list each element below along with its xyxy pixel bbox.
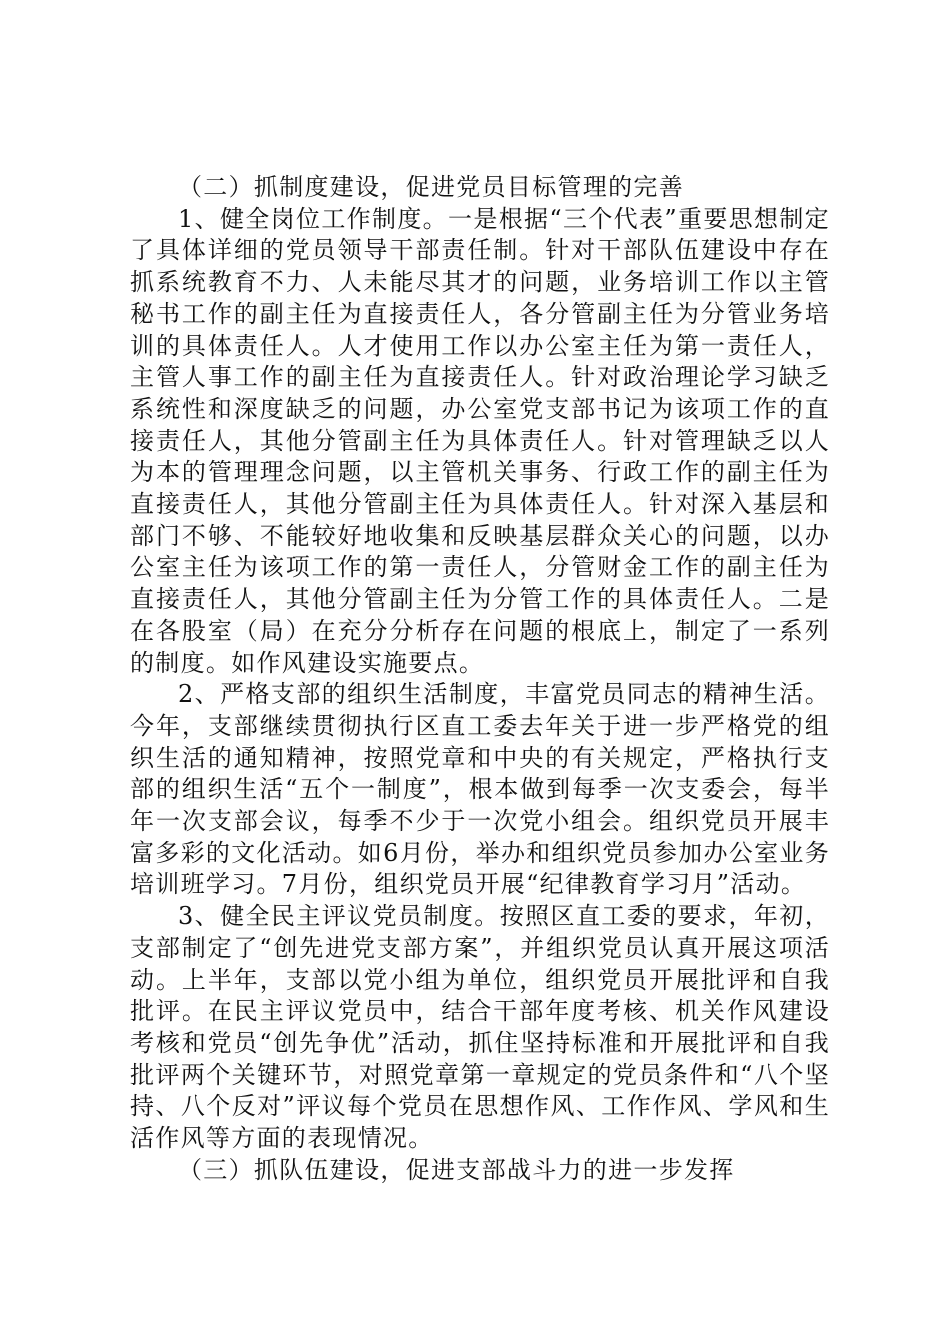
paragraph-3: 3、健全民主评议党员制度。按照区直工委的要求，年初，支部制定了“创先进党支部方案”，并组织党员认真开展这项活动。上半年，支部以党小组为单位，组织党员开展批评和自我批评。在民主评议党员中，结合干部年度考核、机关作风建设考核和党员“创先争优”活动，抓住坚持标准和开展批评和自我批评两个关键环节，对照党章第一章规定的党员条件和“八个坚持、八个反对”评议每个党员在思想作风、工作作风、学风和生活作风等方面的表现情况。 xyxy=(130,902,830,1153)
paragraph-1: 1、健全岗位工作制度。一是根据“三个代表”重要思想制定了具体详细的党员领导干部责任制。针对干部队伍建设中存在抓系统教育不力、人未能尽其才的问题，业务培训工作以主管秘书工作的副主任为直接责任人，各分管副主任为分管业务培训的具体责任人。人才使用工作以办公室主任为第一责任人，主管人事工作的副主任为直接责任人。针对政治理论学习缺乏系统性和深度缺乏的问题，办公室党支部书记为该项工作的直接责任人，其他分管副主任为具体责任人。针对管理缺乏以人为本的管理理念问题，以主管机关事务、行政工作的副主任为直接责任人，其他分管副主任为具体责任人。针对深入基层和部门不够、不能较好地收集和反映基层群众关心的问题，以办公室主任为该项工作的第一责任人，分管财金工作的副主任为直接责任人，其他分管副主任为分管工作的具体责任人。二是在各股室（局）在充分分析存在问题的根底上，制定了一系列的制度。如作风建设实施要点。 xyxy=(130,204,830,677)
paragraph-2: 2、严格支部的组织生活制度，丰富党员同志的精神生活。今年，支部继续贯彻执行区直工委去年关于进一步严格党的组织生活的通知精神，按照党章和中央的有关规定，严格执行支部的组织生活“五个一制度”，根本做到每季一次支委会，每半年一次支部会议，每季不少于一次党小组会。组织党员开展丰富多彩的文化活动。如6月份，举办和组织党员参加办公室业务培训班学习。7月份，组织党员开展“纪律教育学习月”活动。 xyxy=(130,680,830,899)
section-heading-2: （二）抓制度建设，促进党员目标管理的完善 xyxy=(178,173,684,201)
document-body xyxy=(130,172,830,1187)
section-heading-3: （三）抓队伍建设，促进支部战斗力的进一步发挥 xyxy=(178,1155,735,1184)
